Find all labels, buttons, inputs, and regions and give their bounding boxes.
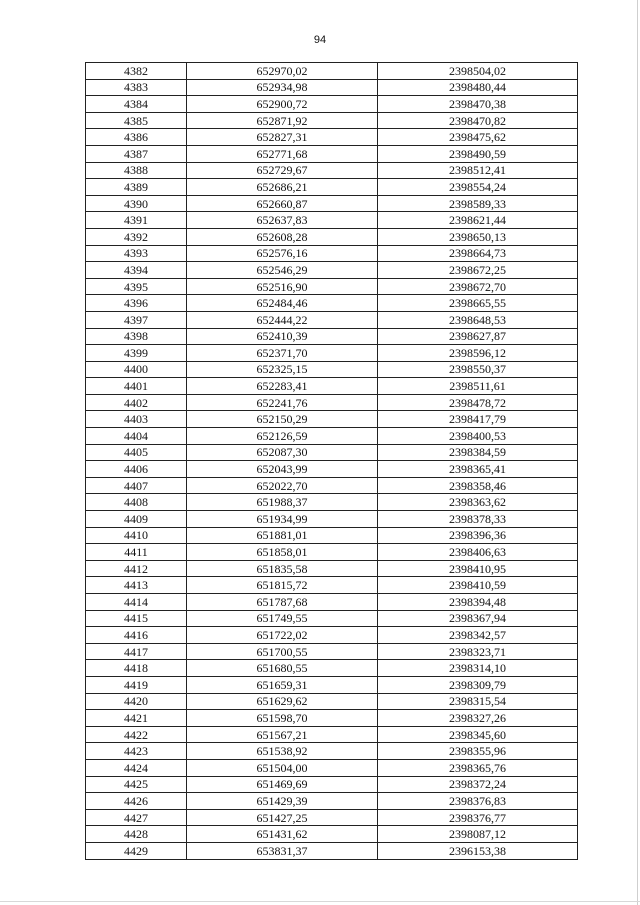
y-coordinate-cell: 2398327,26 xyxy=(378,710,578,727)
table-row xyxy=(86,693,578,710)
x-coordinate-cell: 651598,70 xyxy=(187,710,378,727)
scan-edge-bottom xyxy=(0,901,640,902)
point-number-cell: 4410 xyxy=(86,527,187,544)
table-row xyxy=(86,179,578,196)
x-coordinate-cell: 652660,87 xyxy=(187,195,378,212)
page-number: 94 xyxy=(313,34,327,46)
table-row xyxy=(86,278,578,295)
y-coordinate-cell: 2398394,48 xyxy=(378,594,578,611)
y-coordinate-cell: 2398376,77 xyxy=(378,809,578,826)
point-number-cell: 4404 xyxy=(86,428,187,445)
table-row xyxy=(86,627,578,644)
y-coordinate-cell: 2398396,36 xyxy=(378,527,578,544)
y-coordinate-cell: 2398365,76 xyxy=(378,759,578,776)
table-row xyxy=(86,145,578,162)
x-coordinate-cell: 652484,46 xyxy=(187,295,378,312)
y-coordinate-cell: 2398621,44 xyxy=(378,212,578,229)
y-coordinate-cell: 2398367,94 xyxy=(378,610,578,627)
y-coordinate-cell: 2398410,95 xyxy=(378,560,578,577)
x-coordinate-cell: 652371,70 xyxy=(187,345,378,362)
point-number-cell: 4392 xyxy=(86,228,187,245)
point-number-cell: 4382 xyxy=(86,63,187,80)
x-coordinate-cell: 652283,41 xyxy=(187,378,378,395)
y-coordinate-cell: 2398363,62 xyxy=(378,494,578,511)
point-number-cell: 4413 xyxy=(86,577,187,594)
table-row xyxy=(86,129,578,146)
x-coordinate-cell: 652325,15 xyxy=(187,361,378,378)
point-number-cell: 4415 xyxy=(86,610,187,627)
y-coordinate-cell: 2398400,53 xyxy=(378,428,578,445)
table-row xyxy=(86,793,578,810)
point-number-cell: 4408 xyxy=(86,494,187,511)
x-coordinate-cell: 651469,69 xyxy=(187,776,378,793)
point-number-cell: 4409 xyxy=(86,511,187,528)
table-row xyxy=(86,411,578,428)
table-row xyxy=(86,212,578,229)
y-coordinate-cell: 2398378,33 xyxy=(378,511,578,528)
point-number-cell: 4383 xyxy=(86,79,187,96)
x-coordinate-cell: 652126,59 xyxy=(187,428,378,445)
y-coordinate-cell: 2398650,13 xyxy=(378,228,578,245)
point-number-cell: 4395 xyxy=(86,278,187,295)
table-row xyxy=(86,112,578,129)
y-coordinate-cell: 2398665,55 xyxy=(378,295,578,312)
point-number-cell: 4412 xyxy=(86,560,187,577)
point-number-cell: 4389 xyxy=(86,179,187,196)
y-coordinate-cell: 2398323,71 xyxy=(378,643,578,660)
y-coordinate-cell: 2398648,53 xyxy=(378,311,578,328)
table-row xyxy=(86,594,578,611)
table-row xyxy=(86,511,578,528)
point-number-cell: 4406 xyxy=(86,461,187,478)
point-number-cell: 4423 xyxy=(86,743,187,760)
point-number-cell: 4427 xyxy=(86,809,187,826)
x-coordinate-cell: 651934,99 xyxy=(187,511,378,528)
x-coordinate-cell: 651431,62 xyxy=(187,826,378,843)
table-row xyxy=(86,710,578,727)
point-number-cell: 4416 xyxy=(86,627,187,644)
point-number-cell: 4422 xyxy=(86,726,187,743)
table-row xyxy=(86,378,578,395)
y-coordinate-cell: 2398358,46 xyxy=(378,477,578,494)
x-coordinate-cell: 651881,01 xyxy=(187,527,378,544)
table-row xyxy=(86,743,578,760)
point-number-cell: 4417 xyxy=(86,643,187,660)
point-number-cell: 4384 xyxy=(86,96,187,113)
x-coordinate-cell: 652970,02 xyxy=(187,63,378,80)
scan-edge-right xyxy=(637,0,638,905)
y-coordinate-cell: 2398511,61 xyxy=(378,378,578,395)
table-row xyxy=(86,560,578,577)
y-coordinate-cell: 2396153,38 xyxy=(378,842,578,859)
y-coordinate-cell: 2398314,10 xyxy=(378,660,578,677)
table-row xyxy=(86,79,578,96)
x-coordinate-cell: 651504,00 xyxy=(187,759,378,776)
x-coordinate-cell: 652043,99 xyxy=(187,461,378,478)
x-coordinate-cell: 652608,28 xyxy=(187,228,378,245)
y-coordinate-cell: 2398406,63 xyxy=(378,544,578,561)
x-coordinate-cell: 652637,83 xyxy=(187,212,378,229)
point-number-cell: 4426 xyxy=(86,793,187,810)
point-number-cell: 4396 xyxy=(86,295,187,312)
y-coordinate-cell: 2398384,59 xyxy=(378,444,578,461)
table-row xyxy=(86,544,578,561)
point-number-cell: 4387 xyxy=(86,145,187,162)
table-row xyxy=(86,660,578,677)
point-number-cell: 4429 xyxy=(86,842,187,859)
y-coordinate-cell: 2398672,70 xyxy=(378,278,578,295)
y-coordinate-cell: 2398309,79 xyxy=(378,676,578,693)
table-row xyxy=(86,676,578,693)
y-coordinate-cell: 2398365,41 xyxy=(378,461,578,478)
point-number-cell: 4411 xyxy=(86,544,187,561)
point-number-cell: 4420 xyxy=(86,693,187,710)
y-coordinate-cell: 2398480,44 xyxy=(378,79,578,96)
table-row xyxy=(86,527,578,544)
y-coordinate-cell: 2398470,82 xyxy=(378,112,578,129)
point-number-cell: 4385 xyxy=(86,112,187,129)
x-coordinate-cell: 651700,55 xyxy=(187,643,378,660)
table-row xyxy=(86,494,578,511)
table-row xyxy=(86,461,578,478)
table-row xyxy=(86,361,578,378)
table-row xyxy=(86,726,578,743)
x-coordinate-cell: 652871,92 xyxy=(187,112,378,129)
table-row xyxy=(86,262,578,279)
x-coordinate-cell: 652087,30 xyxy=(187,444,378,461)
x-coordinate-cell: 652410,39 xyxy=(187,328,378,345)
x-coordinate-cell: 652241,76 xyxy=(187,394,378,411)
x-coordinate-cell: 651749,55 xyxy=(187,610,378,627)
y-coordinate-cell: 2398372,24 xyxy=(378,776,578,793)
y-coordinate-cell: 2398315,54 xyxy=(378,693,578,710)
point-number-cell: 4391 xyxy=(86,212,187,229)
x-coordinate-cell: 651429,39 xyxy=(187,793,378,810)
table-row xyxy=(86,776,578,793)
x-coordinate-cell: 652729,67 xyxy=(187,162,378,179)
x-coordinate-cell: 651659,31 xyxy=(187,676,378,693)
x-coordinate-cell: 652576,16 xyxy=(187,245,378,262)
point-number-cell: 4390 xyxy=(86,195,187,212)
point-number-cell: 4388 xyxy=(86,162,187,179)
point-number-cell: 4397 xyxy=(86,311,187,328)
point-number-cell: 4393 xyxy=(86,245,187,262)
point-number-cell: 4419 xyxy=(86,676,187,693)
x-coordinate-cell: 652022,70 xyxy=(187,477,378,494)
y-coordinate-cell: 2398504,02 xyxy=(378,63,578,80)
y-coordinate-cell: 2398550,37 xyxy=(378,361,578,378)
table-row xyxy=(86,328,578,345)
table-row xyxy=(86,643,578,660)
point-number-cell: 4402 xyxy=(86,394,187,411)
y-coordinate-cell: 2398596,12 xyxy=(378,345,578,362)
table-row xyxy=(86,228,578,245)
x-coordinate-cell: 651538,92 xyxy=(187,743,378,760)
point-number-cell: 4394 xyxy=(86,262,187,279)
table-row xyxy=(86,444,578,461)
table-row xyxy=(86,345,578,362)
x-coordinate-cell: 652150,29 xyxy=(187,411,378,428)
table-row xyxy=(86,428,578,445)
table-row xyxy=(86,826,578,843)
y-coordinate-cell: 2398345,60 xyxy=(378,726,578,743)
table-row xyxy=(86,477,578,494)
y-coordinate-cell: 2398342,57 xyxy=(378,627,578,644)
table-row xyxy=(86,295,578,312)
x-coordinate-cell: 651680,55 xyxy=(187,660,378,677)
point-number-cell: 4424 xyxy=(86,759,187,776)
table-row xyxy=(86,311,578,328)
table-row xyxy=(86,96,578,113)
y-coordinate-cell: 2398417,79 xyxy=(378,411,578,428)
table-row xyxy=(86,577,578,594)
point-number-cell: 4400 xyxy=(86,361,187,378)
table-row xyxy=(86,195,578,212)
table-row xyxy=(86,842,578,859)
point-number-cell: 4414 xyxy=(86,594,187,611)
table-row xyxy=(86,63,578,80)
x-coordinate-cell: 651835,58 xyxy=(187,560,378,577)
table-row xyxy=(86,394,578,411)
x-coordinate-cell: 651858,01 xyxy=(187,544,378,561)
y-coordinate-cell: 2398554,24 xyxy=(378,179,578,196)
x-coordinate-cell: 651629,62 xyxy=(187,693,378,710)
table-row xyxy=(86,610,578,627)
y-coordinate-cell: 2398475,62 xyxy=(378,129,578,146)
x-coordinate-cell: 652771,68 xyxy=(187,145,378,162)
coordinates-table-body xyxy=(86,63,578,860)
y-coordinate-cell: 2398627,87 xyxy=(378,328,578,345)
x-coordinate-cell: 651988,37 xyxy=(187,494,378,511)
x-coordinate-cell: 652934,98 xyxy=(187,79,378,96)
x-coordinate-cell: 651815,72 xyxy=(187,577,378,594)
y-coordinate-cell: 2398478,72 xyxy=(378,394,578,411)
point-number-cell: 4418 xyxy=(86,660,187,677)
y-coordinate-cell: 2398470,38 xyxy=(378,96,578,113)
table-row xyxy=(86,245,578,262)
y-coordinate-cell: 2398087,12 xyxy=(378,826,578,843)
point-number-cell: 4405 xyxy=(86,444,187,461)
x-coordinate-cell: 652827,31 xyxy=(187,129,378,146)
point-number-cell: 4386 xyxy=(86,129,187,146)
point-number-cell: 4398 xyxy=(86,328,187,345)
y-coordinate-cell: 2398410,59 xyxy=(378,577,578,594)
y-coordinate-cell: 2398664,73 xyxy=(378,245,578,262)
point-number-cell: 4407 xyxy=(86,477,187,494)
x-coordinate-cell: 653831,37 xyxy=(187,842,378,859)
x-coordinate-cell: 651567,21 xyxy=(187,726,378,743)
table-row xyxy=(86,162,578,179)
table-row xyxy=(86,759,578,776)
x-coordinate-cell: 652444,22 xyxy=(187,311,378,328)
y-coordinate-cell: 2398672,25 xyxy=(378,262,578,279)
y-coordinate-cell: 2398589,33 xyxy=(378,195,578,212)
x-coordinate-cell: 652546,29 xyxy=(187,262,378,279)
y-coordinate-cell: 2398355,96 xyxy=(378,743,578,760)
y-coordinate-cell: 2398376,83 xyxy=(378,793,578,810)
point-number-cell: 4428 xyxy=(86,826,187,843)
x-coordinate-cell: 651787,68 xyxy=(187,594,378,611)
point-number-cell: 4421 xyxy=(86,710,187,727)
x-coordinate-cell: 651427,25 xyxy=(187,809,378,826)
point-number-cell: 4425 xyxy=(86,776,187,793)
point-number-cell: 4399 xyxy=(86,345,187,362)
coordinates-table xyxy=(85,62,578,860)
y-coordinate-cell: 2398490,59 xyxy=(378,145,578,162)
point-number-cell: 4403 xyxy=(86,411,187,428)
table-row xyxy=(86,809,578,826)
x-coordinate-cell: 652516,90 xyxy=(187,278,378,295)
x-coordinate-cell: 652900,72 xyxy=(187,96,378,113)
x-coordinate-cell: 652686,21 xyxy=(187,179,378,196)
y-coordinate-cell: 2398512,41 xyxy=(378,162,578,179)
point-number-cell: 4401 xyxy=(86,378,187,395)
x-coordinate-cell: 651722,02 xyxy=(187,627,378,644)
